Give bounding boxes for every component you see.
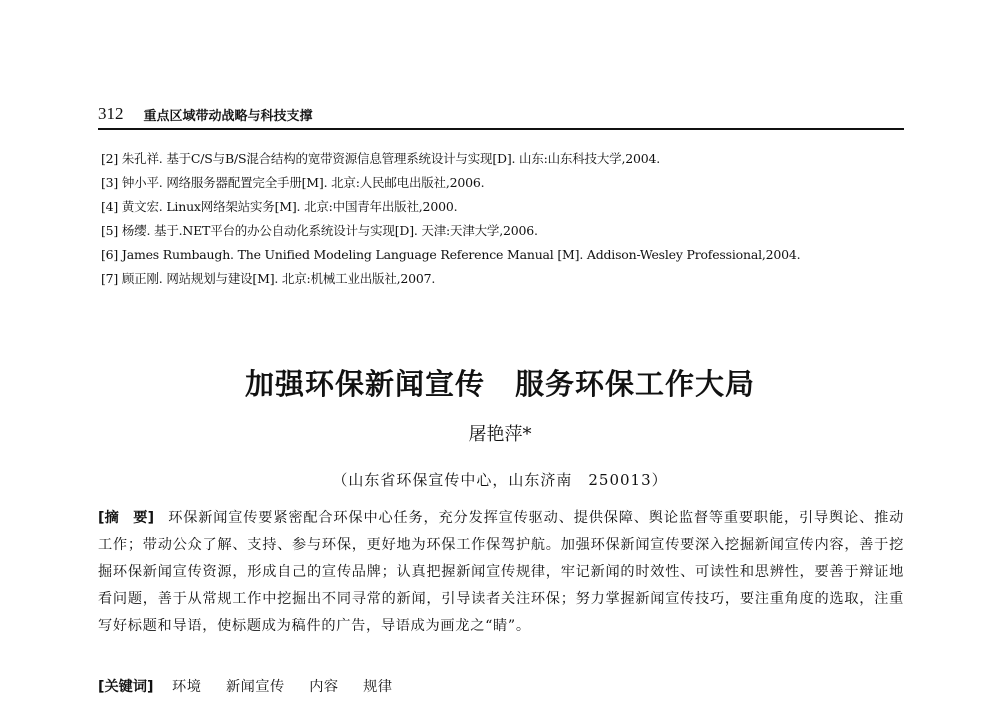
reference-item: [4] 黄文宏. Linux网络架站实务[M]. 北京:中国青年出版社,2000. — [101, 199, 458, 214]
abstract-text: 环保新闻宣传要紧密配合环保中心任务，充分发挥宣传驱动、提供保障、舆论监督等重要职能，引导舆论、推动工作；带动公众了解、支持、参与环保，更好地为环保工作保驾护航。加强环保新闻宣传要深入挖掘新闻宣传内容，善于挖掘环保新闻宣传资源，形成自己的宣传品牌；认真把握新闻宣传规律，牢记新闻的时效性、可读性和思辨性，要善于辩证地看问题，善于从常规工作中挖掘出不同寻常的新闻，引导读者关注环保；努力掌握新闻宣传技巧，要注重角度的选取，注重写好标题和导语，使标题成为稿件的广告，导语成为画龙之“睛”。 — [98, 510, 904, 634]
reference-item: [5] 杨缨. 基于.NET平台的办公自动化系统设计与实现[D]. 天津:天津大学,2006. — [101, 223, 538, 238]
running-head-title: 重点区域带动战略与科技支撑 — [143, 109, 313, 124]
reference-item: [2] 朱孔祥. 基于C/S与B/S混合结构的宽带资源信息管理系统设计与实现[D]. 山东:山东科技大学,2004. — [101, 151, 661, 166]
article-title: 加强环保新闻宣传 服务环保工作大局 — [244, 367, 755, 401]
keyword: 内容 — [309, 679, 339, 695]
running-head — [98, 104, 904, 130]
reference-item: [3] 钟小平. 网络服务器配置完全手册[M]. 北京:人民邮电出版社,2006. — [101, 175, 485, 190]
author-name: 屠艳萍* — [468, 424, 532, 445]
page-number: 312 — [98, 104, 124, 123]
reference-item: [7] 顾正刚. 网站规划与建设[M]. 北京:机械工业出版社,2007. — [101, 271, 436, 286]
keyword: 新闻宣传 — [225, 679, 285, 695]
keyword: 环境 — [172, 679, 202, 695]
keyword: 规律 — [363, 679, 393, 695]
keywords — [98, 674, 904, 701]
author-affiliation: （山东省环保宣传中心，山东济南 250013） — [332, 471, 668, 489]
reference-list — [101, 147, 901, 291]
reference-item: [6] James Rumbaugh. The Unified Modeling Language Reference Manual [M]. Addison-Wesley Professional,2004. — [101, 247, 801, 262]
abstract-label: [摘 要] — [98, 510, 155, 526]
keywords-label: [关键词] — [98, 679, 154, 695]
abstract — [98, 505, 904, 640]
